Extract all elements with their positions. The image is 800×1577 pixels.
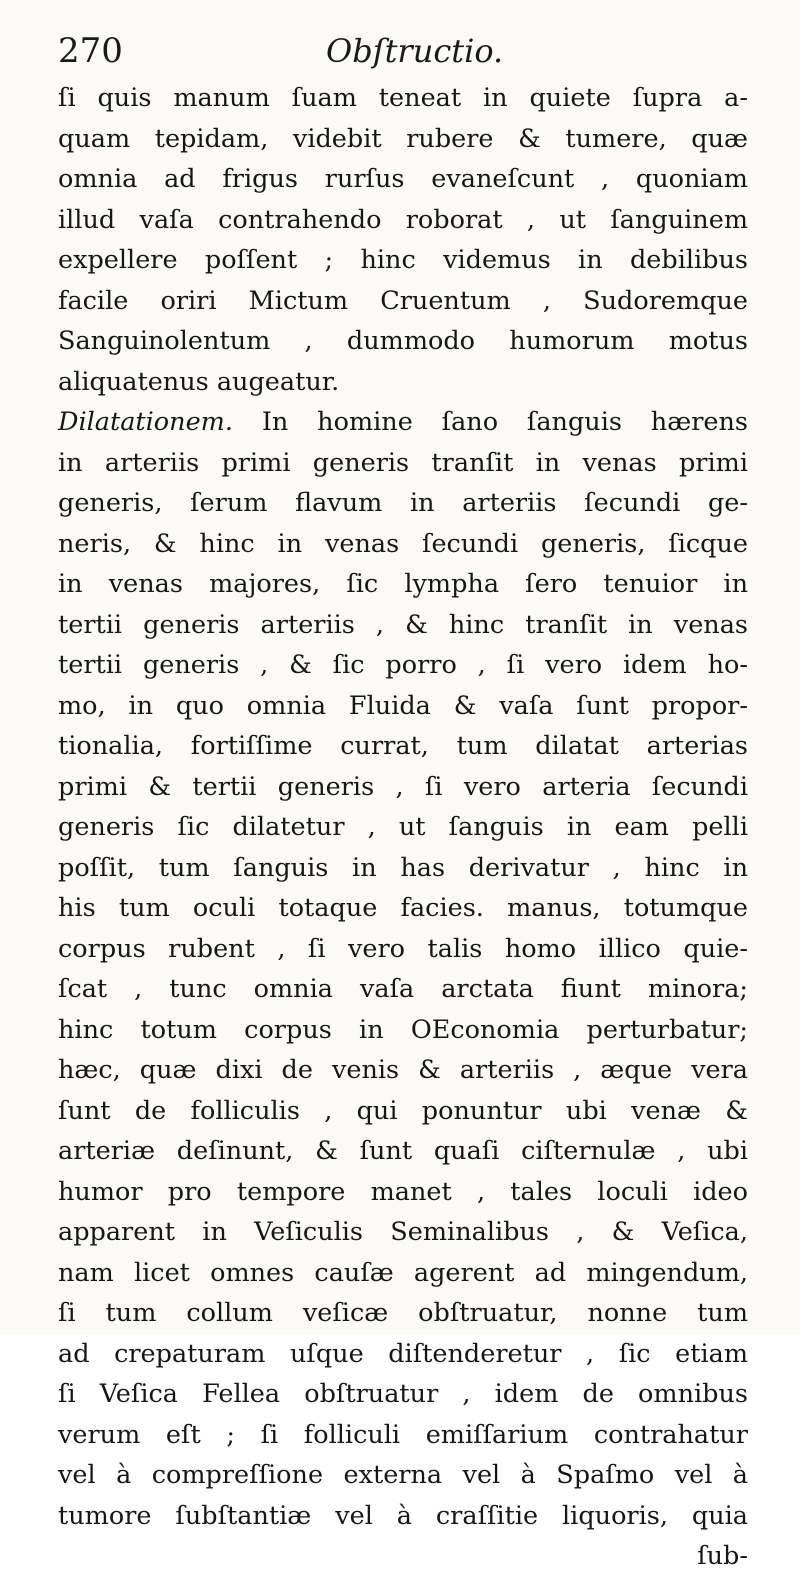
text-line: humor pro tempore manet , tales loculi ideo (58, 1176, 748, 1207)
text-line: nam licet omnes cauſæ agerent ad mingendum, (58, 1257, 748, 1288)
text-line: generis, ſerum flavum in arteriis ſecundi ge- (58, 488, 748, 518)
text-line: ſi Veſica Fellea obſtruatur , idem de omnibus (58, 1379, 748, 1409)
text-line: ad crepaturam uſque diſtenderetur , ſic etiam (58, 1338, 748, 1369)
text-line: neris, & hinc in venas ſecundi generis, ſicque (58, 528, 748, 559)
text-line: ſi quis manum ſuam teneat in quiete ſupra a- (58, 83, 748, 113)
running-head: Obſtructio. (326, 32, 504, 70)
text-line: mo, in quo omnia Fluida & vaſa ſunt propor- (58, 690, 748, 721)
text-line: ſcat , tunc omnia vaſa arctata fiunt minora; (58, 974, 748, 1004)
text-line: his tum oculi totaque facies. manus, totumque (58, 893, 748, 923)
text-line: primi & tertii generis , ſi vero arteria ſecundi (58, 771, 748, 802)
text-line: omnia ad frigus rurſus evaneſcunt , quoniam (58, 164, 748, 194)
paragraph-1 (58, 78, 748, 402)
text-line: tertii generis arteriis , & hinc tranſit in venas (58, 609, 748, 640)
text-line: arteriæ deſinunt, & ſunt quaſi ciſternulæ , ubi (58, 1136, 748, 1166)
text-line: expellere poſſent ; hinc videmus in debilibus (58, 245, 748, 275)
text-line: vel à compreſſione externa vel à Spaſmo vel à (58, 1460, 748, 1490)
page-number: 270 (58, 31, 123, 71)
text-line: tionalia, fortiſſime currat, tum dilatat arterias (58, 731, 748, 761)
text-line: in venas majores, ſic lympha ſero tenuior in (58, 569, 748, 599)
text-line: apparent in Veſiculis Seminalibus , & Veſica, (58, 1217, 748, 1247)
text-line-first (58, 402, 748, 443)
text-line: ſunt de folliculis , qui ponuntur ubi venæ & (58, 1095, 748, 1126)
text-line: quam tepidam, videbit rubere & tumere, quæ (58, 123, 748, 154)
catchword: ſub- (697, 1541, 748, 1571)
text-line: ſi tum collum veſicæ obſtruatur, nonne tum (58, 1298, 748, 1328)
body-text (58, 78, 748, 1577)
text-line: aliquatenus augeatur. (58, 366, 340, 397)
text-line: in arteriis primi generis tranſit in venas primi (58, 447, 748, 478)
text-line: tumore ſubſtantiæ vel à craſſitie liquoris, quia (58, 1500, 748, 1531)
text-line: hinc totum corpus in OEconomia perturbatur; (58, 1014, 748, 1045)
text-line: illud vaſa contrahendo roborat , ut ſanguinem (58, 204, 748, 235)
text-line: hæc, quæ dixi de venis & arteriis , æque vera (58, 1055, 748, 1085)
page-header (58, 28, 758, 74)
text-line: tertii generis , & ſic porro , ſi vero idem ho- (58, 650, 748, 680)
text-line-rest: In homine ſano ſanguis hærens (232, 407, 748, 437)
text-line: Sanguinolentum , dummodo humorum motus (58, 326, 748, 356)
text-line: generis ſic dilatetur , ut ſanguis in eam pelli (58, 812, 748, 842)
paragraph-lead-word: Dilatationem. (58, 407, 233, 437)
text-line: corpus rubent , ſi vero talis homo illico quie- (58, 933, 748, 964)
text-line: verum eſt ; ſi folliculi emiſſarium contrahatur (58, 1419, 748, 1450)
text-line: facile oriri Mictum Cruentum , Sudoremque (58, 285, 748, 316)
paragraph-2 (58, 402, 748, 1577)
text-line: poſſit, tum ſanguis in has derivatur , hinc in (58, 852, 748, 883)
